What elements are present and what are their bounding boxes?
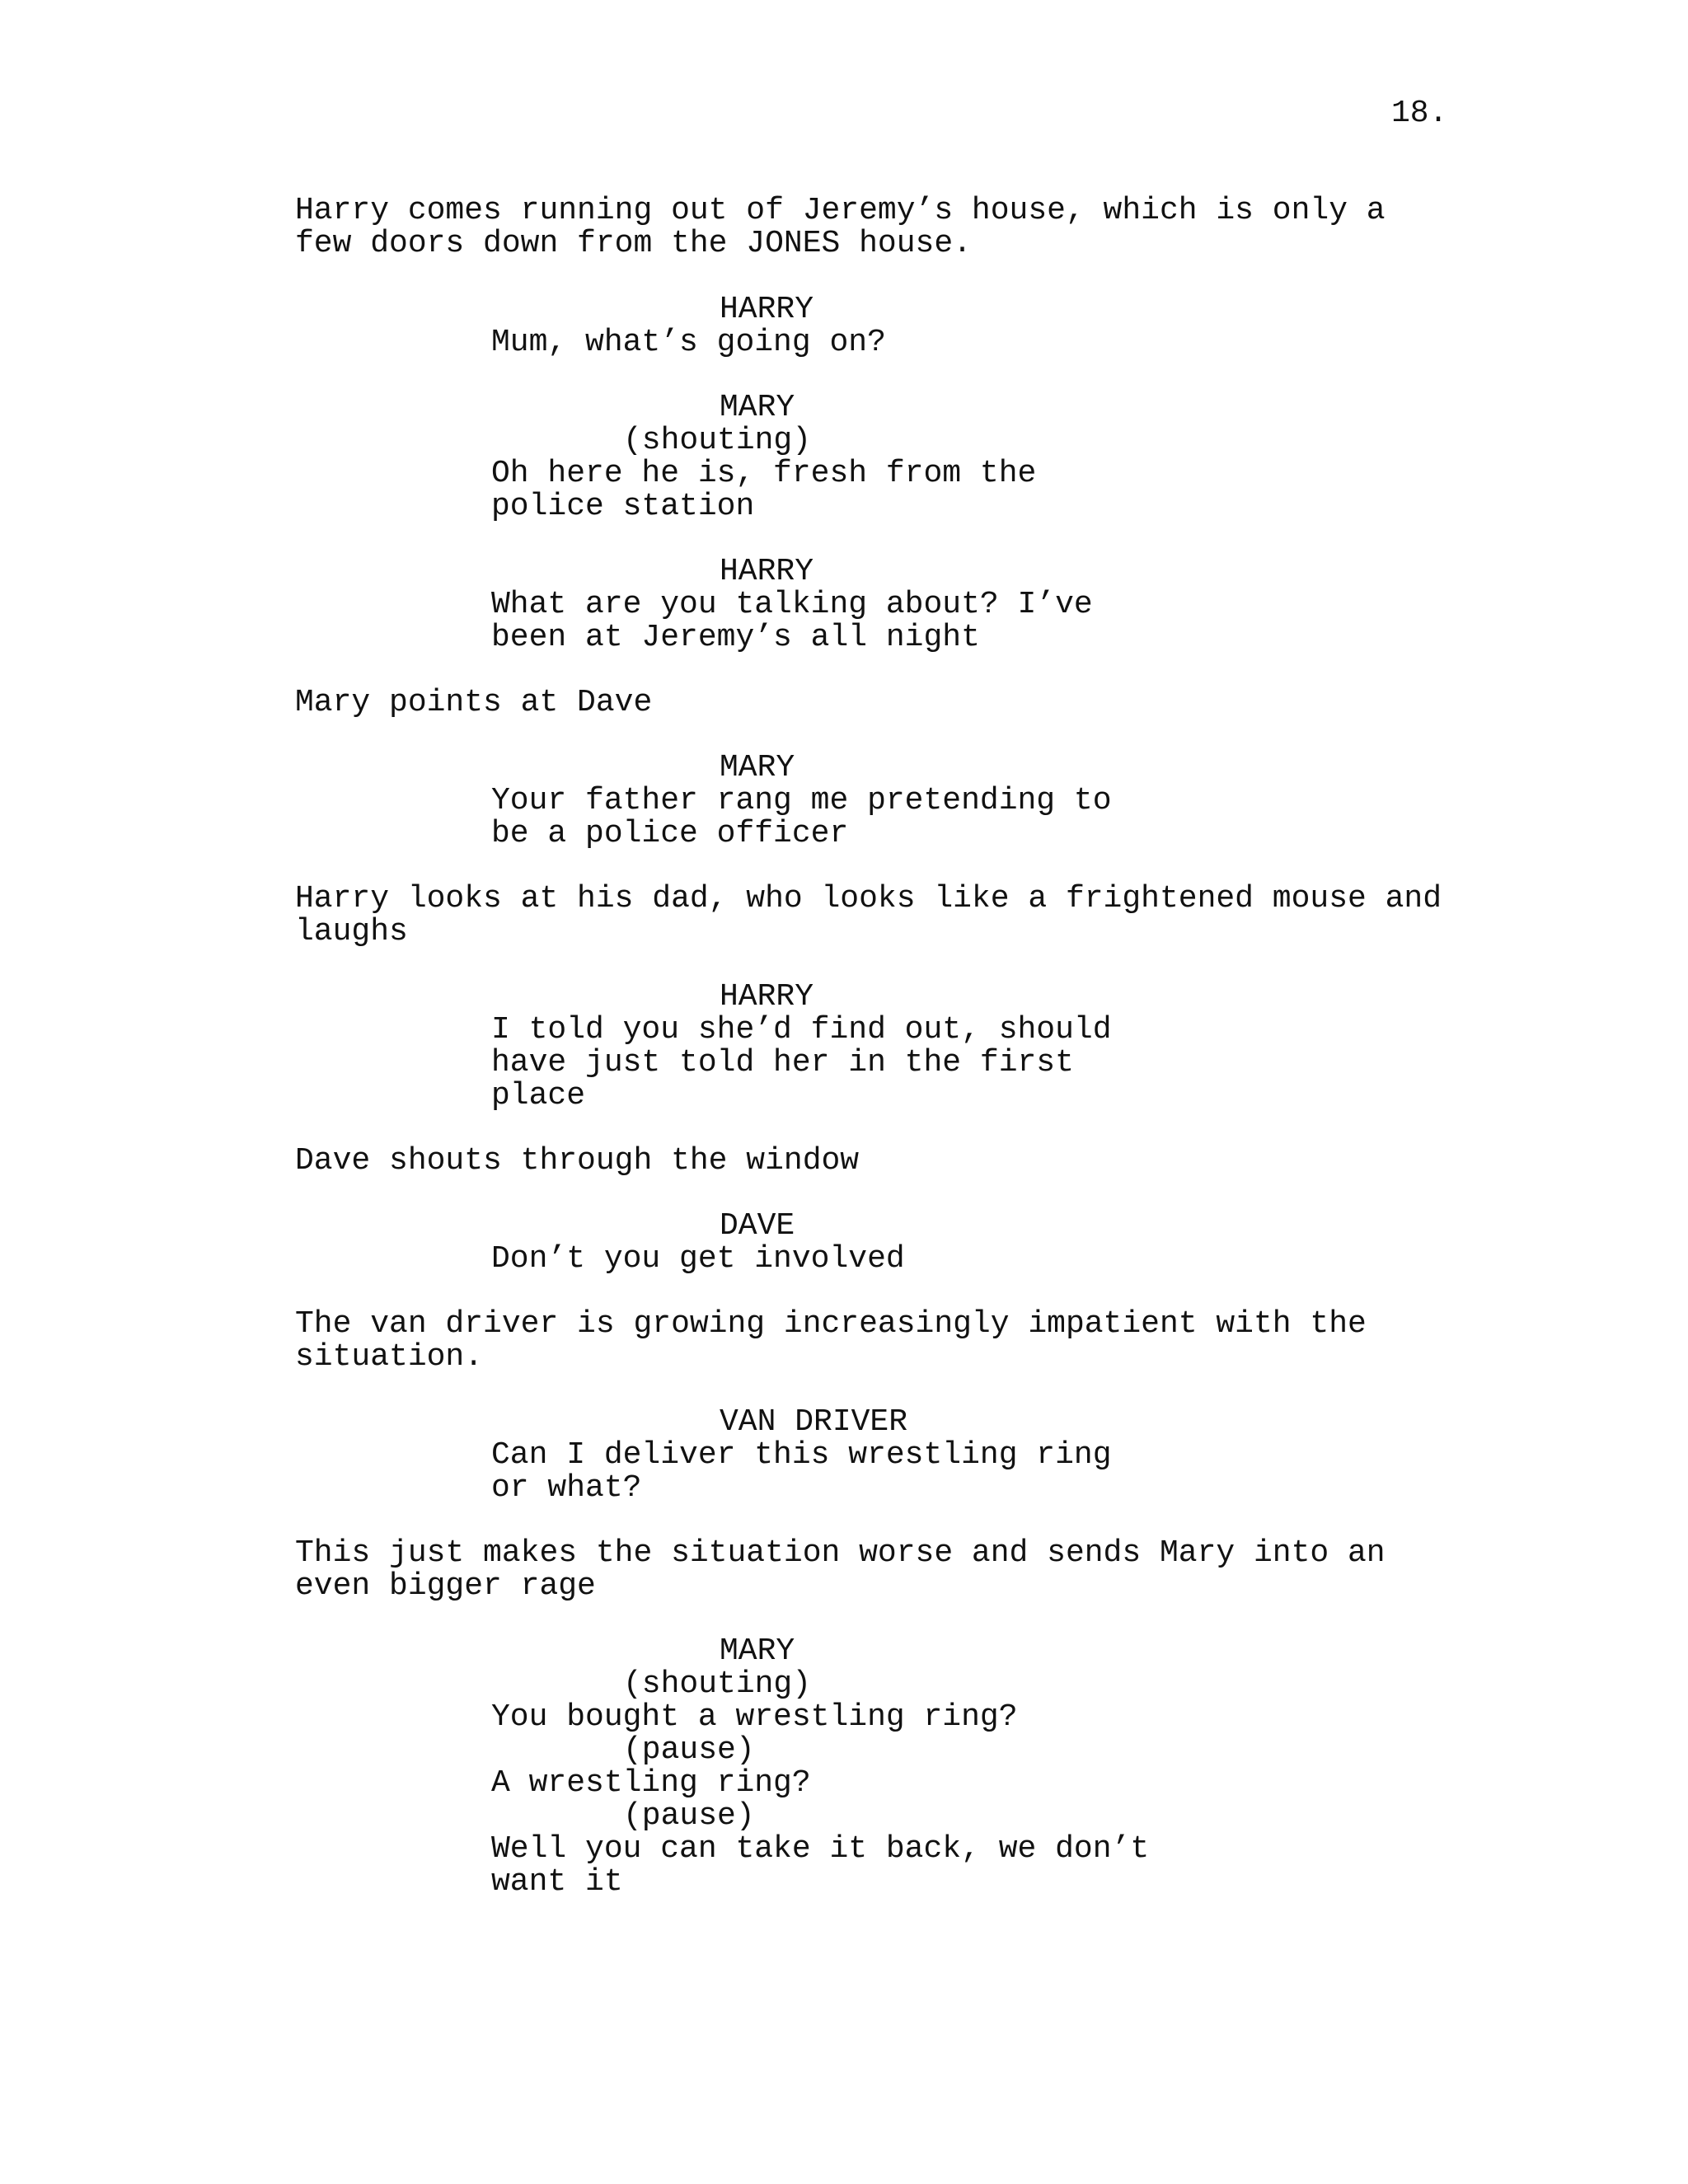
character-name: MARY: [720, 750, 795, 785]
character-name: MARY: [720, 1633, 795, 1669]
dialogue-line: place: [491, 1078, 586, 1113]
action-line: Harry comes running out of Jeremy’s house, which is only a: [295, 193, 1386, 228]
action-line: situation.: [295, 1339, 484, 1375]
action-line: This just makes the situation worse and sends Mary into an: [295, 1535, 1386, 1571]
dialogue-line: been at Jeremy’s all night: [491, 620, 980, 655]
character-name: VAN DRIVER: [720, 1404, 908, 1440]
dialogue-line: want it: [491, 1864, 623, 1900]
character-name: MARY: [720, 390, 795, 425]
parenthetical: (shouting): [623, 1666, 812, 1702]
character-name: HARRY: [720, 979, 814, 1015]
parenthetical: (pause): [623, 1798, 755, 1834]
dialogue-line: Oh here he is, fresh from the: [491, 456, 1037, 491]
character-name: HARRY: [720, 554, 814, 589]
dialogue-line: Don’t you get involved: [491, 1241, 905, 1277]
dialogue-line: police station: [491, 489, 755, 524]
parenthetical: (shouting): [623, 423, 812, 458]
action-line: Dave shouts through the window: [295, 1143, 860, 1179]
action-line: The van driver is growing increasingly impatient with the: [295, 1306, 1367, 1342]
dialogue-line: be a police officer: [491, 816, 849, 851]
action-line: Mary points at Dave: [295, 685, 653, 720]
character-name: DAVE: [720, 1208, 795, 1244]
parenthetical: (pause): [623, 1732, 755, 1768]
dialogue-line: Mum, what’s going on?: [491, 325, 886, 360]
action-line: Harry looks at his dad, who looks like a frightened mouse and: [295, 881, 1442, 916]
page-number: 18.: [1391, 96, 1448, 131]
action-line: few doors down from the JONES house.: [295, 226, 972, 261]
dialogue-line: or what?: [491, 1470, 642, 1506]
dialogue-line: I told you she’d find out, should: [491, 1012, 1112, 1047]
dialogue-line: Can I deliver this wrestling ring: [491, 1437, 1112, 1473]
dialogue-line: Your father rang me pretending to: [491, 783, 1112, 818]
dialogue-line: What are you talking about? I’ve: [491, 587, 1093, 622]
dialogue-line: have just told her in the first: [491, 1045, 1074, 1080]
dialogue-line: You bought a wrestling ring?: [491, 1699, 1018, 1735]
action-line: laughs: [295, 914, 408, 949]
dialogue-line: Well you can take it back, we don’t: [491, 1831, 1150, 1867]
dialogue-line: A wrestling ring?: [491, 1765, 811, 1801]
action-line: even bigger rage: [295, 1568, 596, 1604]
character-name: HARRY: [720, 292, 814, 327]
